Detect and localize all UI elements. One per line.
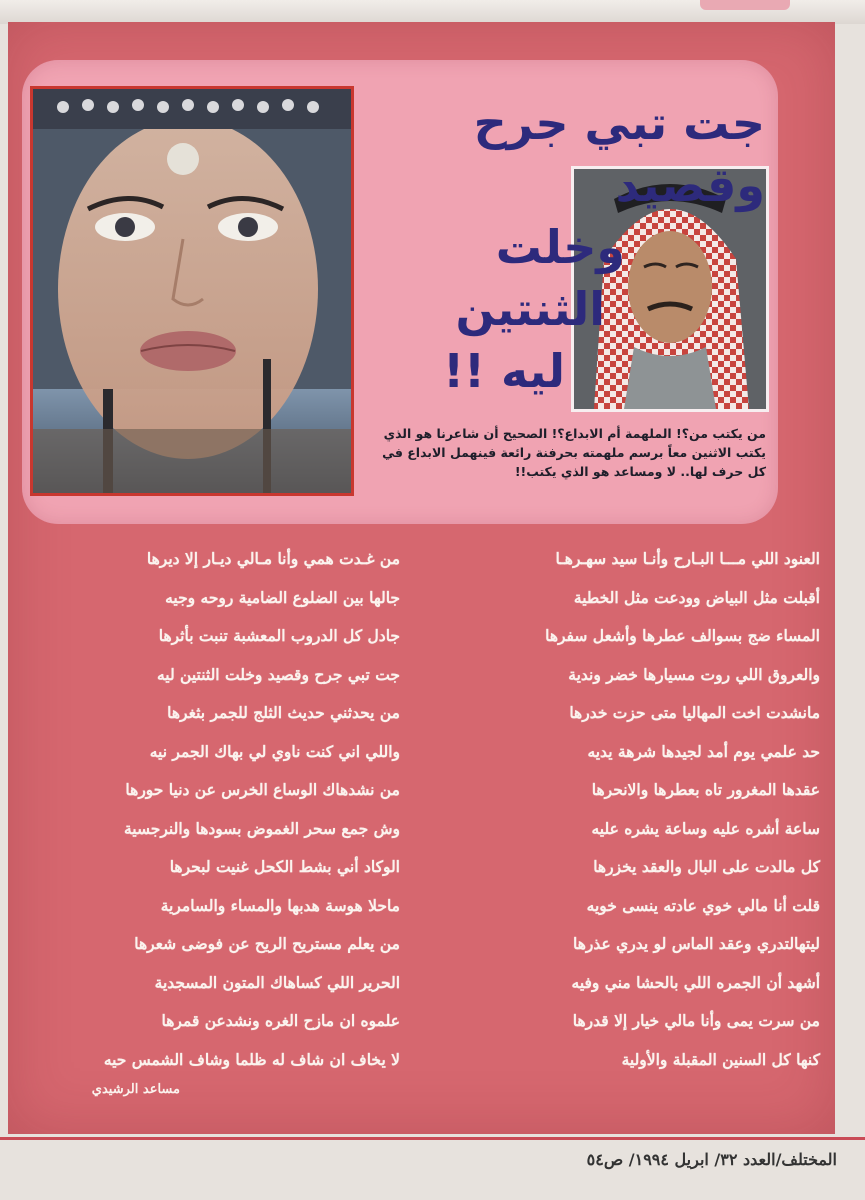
poem-verse: جادل كل الدروب المعشبة تنبت بأثرها: [158, 626, 400, 645]
poem-verse: ماحلا هوسة هدبها والمساء والسامرية: [160, 895, 400, 915]
poem-verse: أشهد أن الجمره اللي بالحشا مني وفيه: [571, 972, 820, 992]
poem-verse: وش جمع سحر الغموض بسودها والنرجسية: [123, 818, 400, 838]
poem-verse: من نشدهاك الوساع الخرس عن دنيا حورها: [125, 780, 400, 799]
poem-column-right: [440, 540, 820, 1079]
poem-verse: ساعة أشره عليه وساعة يشره عليه: [591, 818, 820, 838]
poem-verse: من يحدثني حديث الثلج للجمر بثغرها: [167, 703, 400, 722]
woman-portrait-illustration: [33, 89, 351, 493]
poem-verse: أقبلت مثل البياض وودعت مثل الخطية: [573, 587, 820, 607]
poem-verse: من سرت يمى وأنا مالي خيار إلا قدرها: [572, 1011, 820, 1030]
poet-signature: مساعد الرشيدي: [91, 1082, 180, 1097]
section-tab: [700, 0, 790, 10]
footer-divider: [0, 1137, 865, 1140]
page-footer: المختلف/العدد ٣٢/ ابريل ١٩٩٤/ ص٥٤: [586, 1150, 837, 1169]
poem-verse: عقدها المغرور تاه بعطرها والانحرها: [591, 780, 820, 799]
poem-verse: الوكاد أني بشط الكحل غنيت لبحرها: [169, 857, 400, 876]
woman-portrait-image: [30, 86, 354, 496]
poem-verse: جت تبي جرح وقصيد وخلت الثنتين ليه: [156, 664, 400, 684]
article-caption: من يكتب من؟! الملهمة أم الابداع؟! الصحيح أن شاعرنا هو الذي يكتب الاثنين معاً برسم ملهمته بحرفنة رائعة فينهمل الابداع في كل حرف لها.. لا ومساعد هو الذي يكتب!!: [382, 426, 766, 479]
poem-verse: جالها بين الضلوع الضامية روحه وجيه: [165, 587, 400, 607]
poem-verse: قلت أنا مالي خوي عادته ينسى خويه: [586, 895, 820, 915]
poem-verse: علموه ان مازح الغره ونشدعن قمرها: [161, 1011, 400, 1030]
poem-verse: الحرير اللي كساهاك المتون المسجدية: [154, 972, 400, 992]
poem-column-left: [20, 540, 400, 1079]
headline-line-2: وخلت: [495, 220, 625, 274]
poem-verse: المساء ضج بسوالف عطرها وأشعل سفرها: [545, 626, 820, 645]
article-headline: [365, 92, 765, 402]
poem-verse: من يعلم مستريح الريح عن فوضى شعرها: [134, 934, 400, 953]
poem-verse: كل مالدت على البال والعقد يخزرها: [593, 857, 820, 876]
headline-line-3: الثنتين: [455, 282, 605, 336]
poem-verse: واللي اني كنت ناوي لي بهاك الجمر نيه: [149, 741, 400, 761]
poem-verse: والعروق اللي روت مسيارها خضر وندية: [568, 664, 820, 684]
poem-verse: من غـدت همي وأنا مـالي ديـار إلا ديرها: [146, 549, 400, 568]
poem-verse: العنود اللي مـــا البـارح وأنـا سيد سهـرهـا: [555, 549, 820, 568]
headline-line-4: ليه !!: [443, 344, 565, 398]
poem-verse: لا يخاف ان شاف له ظلما وشاف الشمس حيه: [103, 1049, 400, 1069]
poem-verse: كنها كل السنين المقبلة والأولية: [621, 1049, 820, 1069]
poem-verse: ليتهالتدري وعقد الماس لو يدري عذرها: [573, 934, 820, 953]
poem-verse: مانشدت اخت المهاليا متى حزت خدرها: [569, 703, 820, 722]
headline-line-1: جت تبي جرح وقصيد: [473, 96, 765, 212]
poem-verse: حد علمي يوم أمد لجيدها شرهة يديه: [587, 741, 820, 761]
